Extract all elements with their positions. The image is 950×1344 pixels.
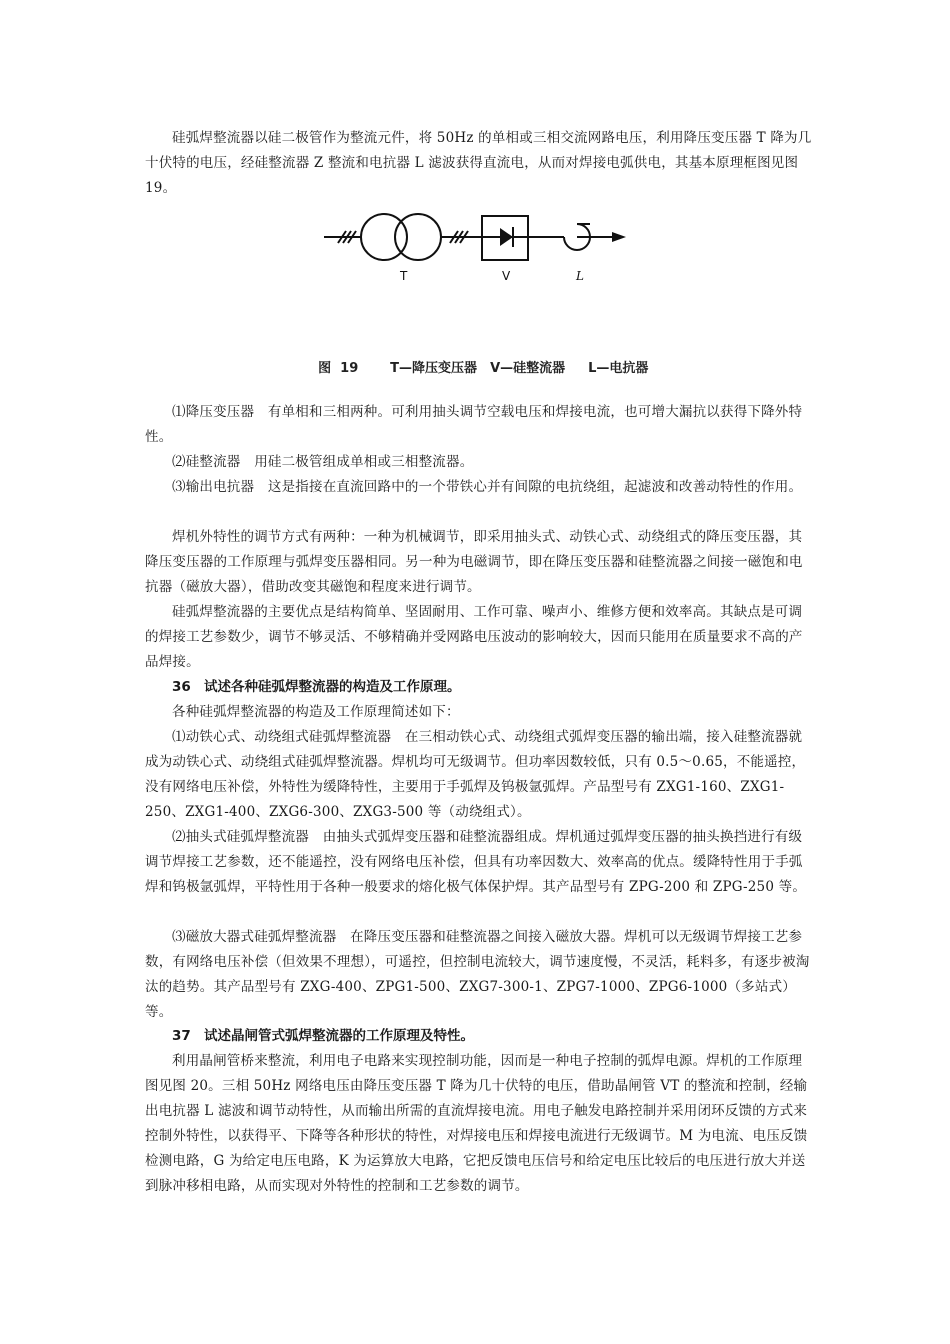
question-37-number: 37 — [172, 1028, 191, 1044]
question-37-body: 利用晶闸管桥来整流，利用电子电路来实现控制功能，因而是一种电子控制的弧焊电源。焊机的工作原理图见图 20。三相 50Hz 网络电压由降压变压器 T 降为几十伏特的电压，借助晶闸管 VT 的整流和控制，经输出电抗器 L 滤波和调节动特性，从而输出所需的直流焊接电流。用电子触发电路控制并采用闭环反馈的方式来控制外特性，以获得平、下降等各种形状的特性，对焊接电压和焊接电流进行无级调节。M 为电流、电压反馈检测电路，G 为给定电压电路，K 为运算放大电路，它把反馈电压信号和给定电压比较后的电压进行放大并送到脉冲移相电路，从而实现对外特性的控制和工艺参数的调节。 — [145, 1053, 808, 1194]
output-arrow — [612, 232, 626, 242]
intro-paragraph: 硅弧焊整流器以硅二极管作为整流元件，将 50Hz 的单相或三相交流网路电压，利用降压变压器 T 降为几十伏特的电压，经硅整流器 Z 整流和电抗器 L 滤波获得直流电，从而对焊接电弧供电，其基本原理框图见图 19。 — [145, 130, 812, 196]
label-T: T — [400, 269, 408, 283]
question-36-heading — [172, 675, 461, 700]
figure-19-diagram — [320, 203, 640, 293]
caption-V: V—硅整流器 — [490, 361, 566, 376]
item-step-down-transformer: ⑴降压变压器 有单相和三相两种。可利用抽头调节空载电压和焊接电流，也可增大漏抗以获得下降外特性。 — [145, 404, 803, 445]
label-L: L — [576, 269, 584, 283]
item-tapped: ⑵抽头式硅弧焊整流器 由抽头式弧焊变压器和硅整流器组成。焊机通过弧焊变压器的抽头换挡进行有级调节焊接工艺参数，还不能遥控，没有网络电压补偿，但具有功率因数大、效率高的优点。缓降特性用于手弧焊和钨极氩弧焊，平特性用于各种一般要求的熔化极气体保护焊。其产品型号有 ZPG-200 和 ZPG-250 等。 — [145, 829, 807, 895]
item-output-reactor: ⑶输出电抗器 这是指接在直流回路中的一个带铁心并有间隙的电抗绕组，起滤波和改善动特性的作用。 — [172, 479, 803, 495]
figure-19-caption — [300, 330, 650, 376]
label-V: V — [502, 269, 511, 283]
paragraph-advantages: 硅弧焊整流器的主要优点是结构简单、坚固耐用、工作可靠、噪声小、维修方便和效率高。其缺点是可调的焊接工艺参数少，调节不够灵活、不够精确并受网路电压波动的影响较大，因而只能用在质量要求不高的产品焊接。 — [145, 604, 803, 670]
paragraph-adjustment: 焊机外特性的调节方式有两种：一种为机械调节，即采用抽头式、动铁心式、动绕组式的降压变压器，其降压变压器的工作原理与弧焊变压器相同。另一种为电磁调节，即在降压变压器和硅整流器之间接一磁饱和电抗器（磁放大器），借助改变其磁饱和程度来进行调节。 — [145, 529, 803, 595]
question-37-title: 试述晶闸管式弧焊整流器的工作原理及特性。 — [204, 1028, 474, 1044]
caption-T: T—降压变压器 — [390, 361, 477, 376]
question-37-heading — [172, 1024, 474, 1049]
item-silicon-rectifier: ⑵硅整流器 用硅二极管组成单相或三相整流器。 — [172, 454, 474, 470]
question-36-title: 试述各种硅弧焊整流器的构造及工作原理。 — [204, 679, 461, 695]
question-36-intro: 各种硅弧焊整流器的构造及工作原理简述如下： — [172, 704, 460, 720]
item-magnetic-amplifier: ⑶磁放大器式硅弧焊整流器 在降压变压器和硅整流器之间接入磁放大器。焊机可以无级调节焊接工艺参数，有网络电压补偿（但效果不理想），可遥控，但控制电流较大，调节速度慢，不灵活，耗料多，有逐步被淘汰的趋势。其产品型号有 ZXG-400、ZPG1-500、ZXG7-300-1、ZPG7-1000、ZPG6-1000（多站式）等。 — [145, 929, 810, 1020]
transformer-secondary-coil — [395, 214, 441, 260]
item-moving-core: ⑴动铁心式、动绕组式硅弧焊整流器 在三相动铁心式、动绕组式弧焊变压器的输出端，接入硅整流器就成为动铁心式、动绕组式硅弧焊整流器。焊机均可无级调节。但功率因数较低，只有 0.5～0.65，不能遥控，没有网络电压补偿，外特性为缓降特性，主要用于手弧焊及钨极氩弧焊。产品型号有 ZXG1-160、ZXG1-250、ZXG1-400、ZXG6-300、ZXG3-500 等（动绕组式）。 — [145, 729, 806, 820]
diode-triangle — [500, 228, 513, 246]
question-36-number: 36 — [172, 679, 191, 695]
transformer-primary-coil — [361, 214, 407, 260]
caption-figure-number: 图 19 — [318, 361, 359, 376]
caption-L: L—电抗器 — [588, 361, 649, 376]
